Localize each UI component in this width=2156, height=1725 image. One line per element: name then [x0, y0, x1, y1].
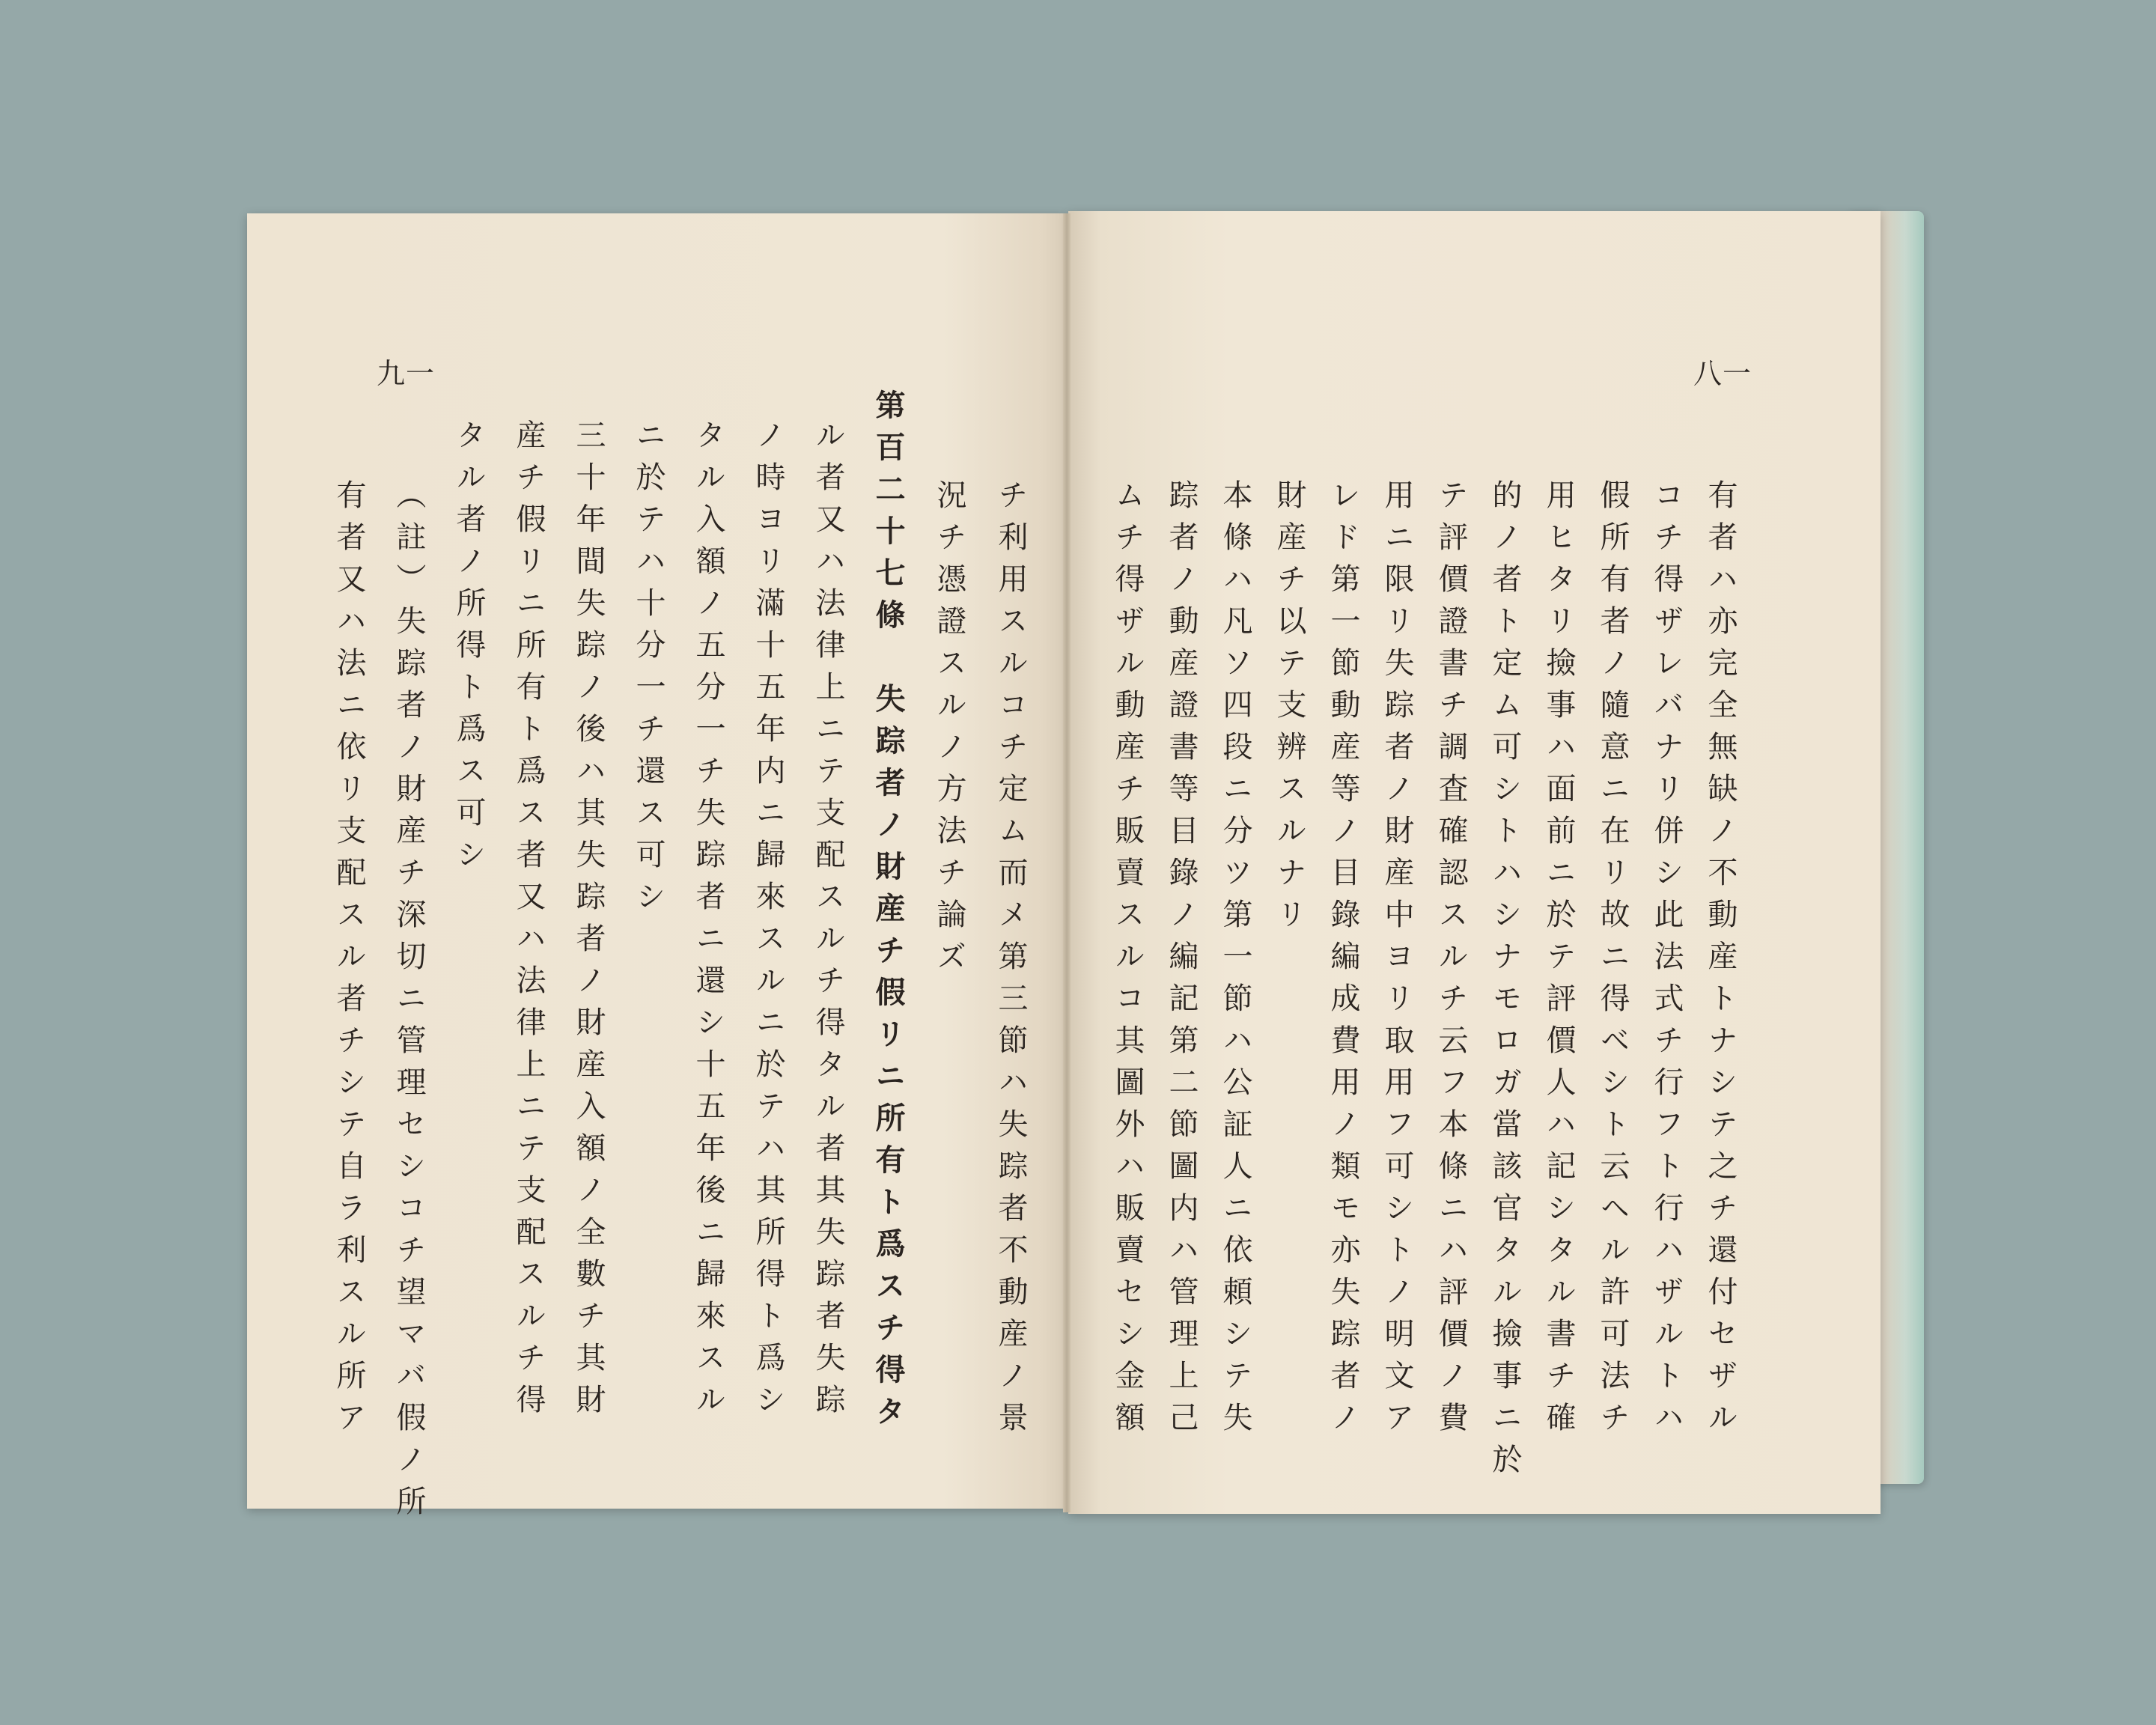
right-col-10: 踪者ノ動産證書等目錄ノ編記第二節圖内ハ管理上己: [1164, 479, 1199, 1443]
right-col-6: 用ニ限リ失踪者ノ財産中ヨリ取用フ可シトノ明文ア: [1380, 479, 1414, 1443]
right-col-11: ムチ得ザル動産チ販賣スルコ其圖外ハ販賣セシ金額: [1110, 479, 1145, 1443]
right-col-7: レド第一節動産等ノ目錄編成費用ノ類モ亦失踪者ノ: [1326, 479, 1360, 1443]
right-col-0: 有者ハ亦完全無缺ノ不動産トナシテ之チ還付セザル: [1703, 479, 1738, 1443]
right-col-9: 本條ハ凡ソ四段ニ分ツ第一節ハ公証人ニ依頼シテ失: [1218, 479, 1252, 1443]
left-col-1: 況チ憑證スルノ方法チ論ズ: [932, 479, 966, 982]
left-col-6: ニ於テハ十分一チ還ス可シ: [631, 419, 666, 922]
right-col-4: 的ノ者ト定ム可シトハシナモロガ當該官タル撿事ニ於: [1487, 479, 1522, 1485]
right-col-5: テ評價證書チ調査確認スルチ云フ本條ニハ評價ノ費: [1434, 479, 1468, 1443]
left-col-8: 産チ假リニ所有ト爲ス者又ハ法律上ニテ支配スルチ得: [511, 419, 546, 1426]
right-col-2: 假所有者ノ隨意ニ在リ故ニ得ベシト云ヘル許可法チ: [1595, 479, 1630, 1443]
right-col-1: コチ得ザレバナリ併シ此法式チ行フト行ハザルトハ: [1649, 479, 1684, 1443]
left-col-7: 三十年間失踪ノ後ハ其失踪者ノ財産入額ノ全數チ其財: [571, 419, 606, 1426]
left-col-5: タル入額ノ五分一チ失踪者ニ還シ十五年後ニ歸來スル: [691, 419, 725, 1426]
left-col-4: ノ時ヨリ滿十五年内ニ歸來スルニ於テハ其所得ト爲シ: [751, 419, 785, 1426]
left-col-3: ル者又ハ法律上ニテ支配スルチ得タル者其失踪者失踪: [811, 419, 845, 1426]
left-col-2-article-heading: 第百二十七條 失踪者ノ財産チ假リニ所有ト爲スチ得タ: [871, 389, 906, 1438]
left-col-9: タル者ノ所得ト爲ス可シ: [451, 419, 486, 880]
left-col-0: チ利用スルコチ定ム而メ第三節ハ失踪者不動産ノ景: [993, 479, 1028, 1443]
right-col-3: 用ヒタリ撿事ハ面前ニ於テ評價人ハ記シタル書チ確: [1541, 479, 1576, 1443]
left-col-11: 有者又ハ法ニ依リ支配スル者チシテ自ラ利スル所ア: [332, 479, 366, 1443]
right-folio: 八一: [1693, 357, 1752, 390]
right-col-8: 財産チ以テ支辨スルナリ: [1272, 479, 1306, 940]
left-col-10-note: （註）失踪者ノ財産チ深切ニ管理セシコチ望マバ假ノ所: [392, 479, 426, 1527]
book-gutter: [1063, 213, 1071, 1512]
left-folio: 九一: [377, 357, 436, 390]
